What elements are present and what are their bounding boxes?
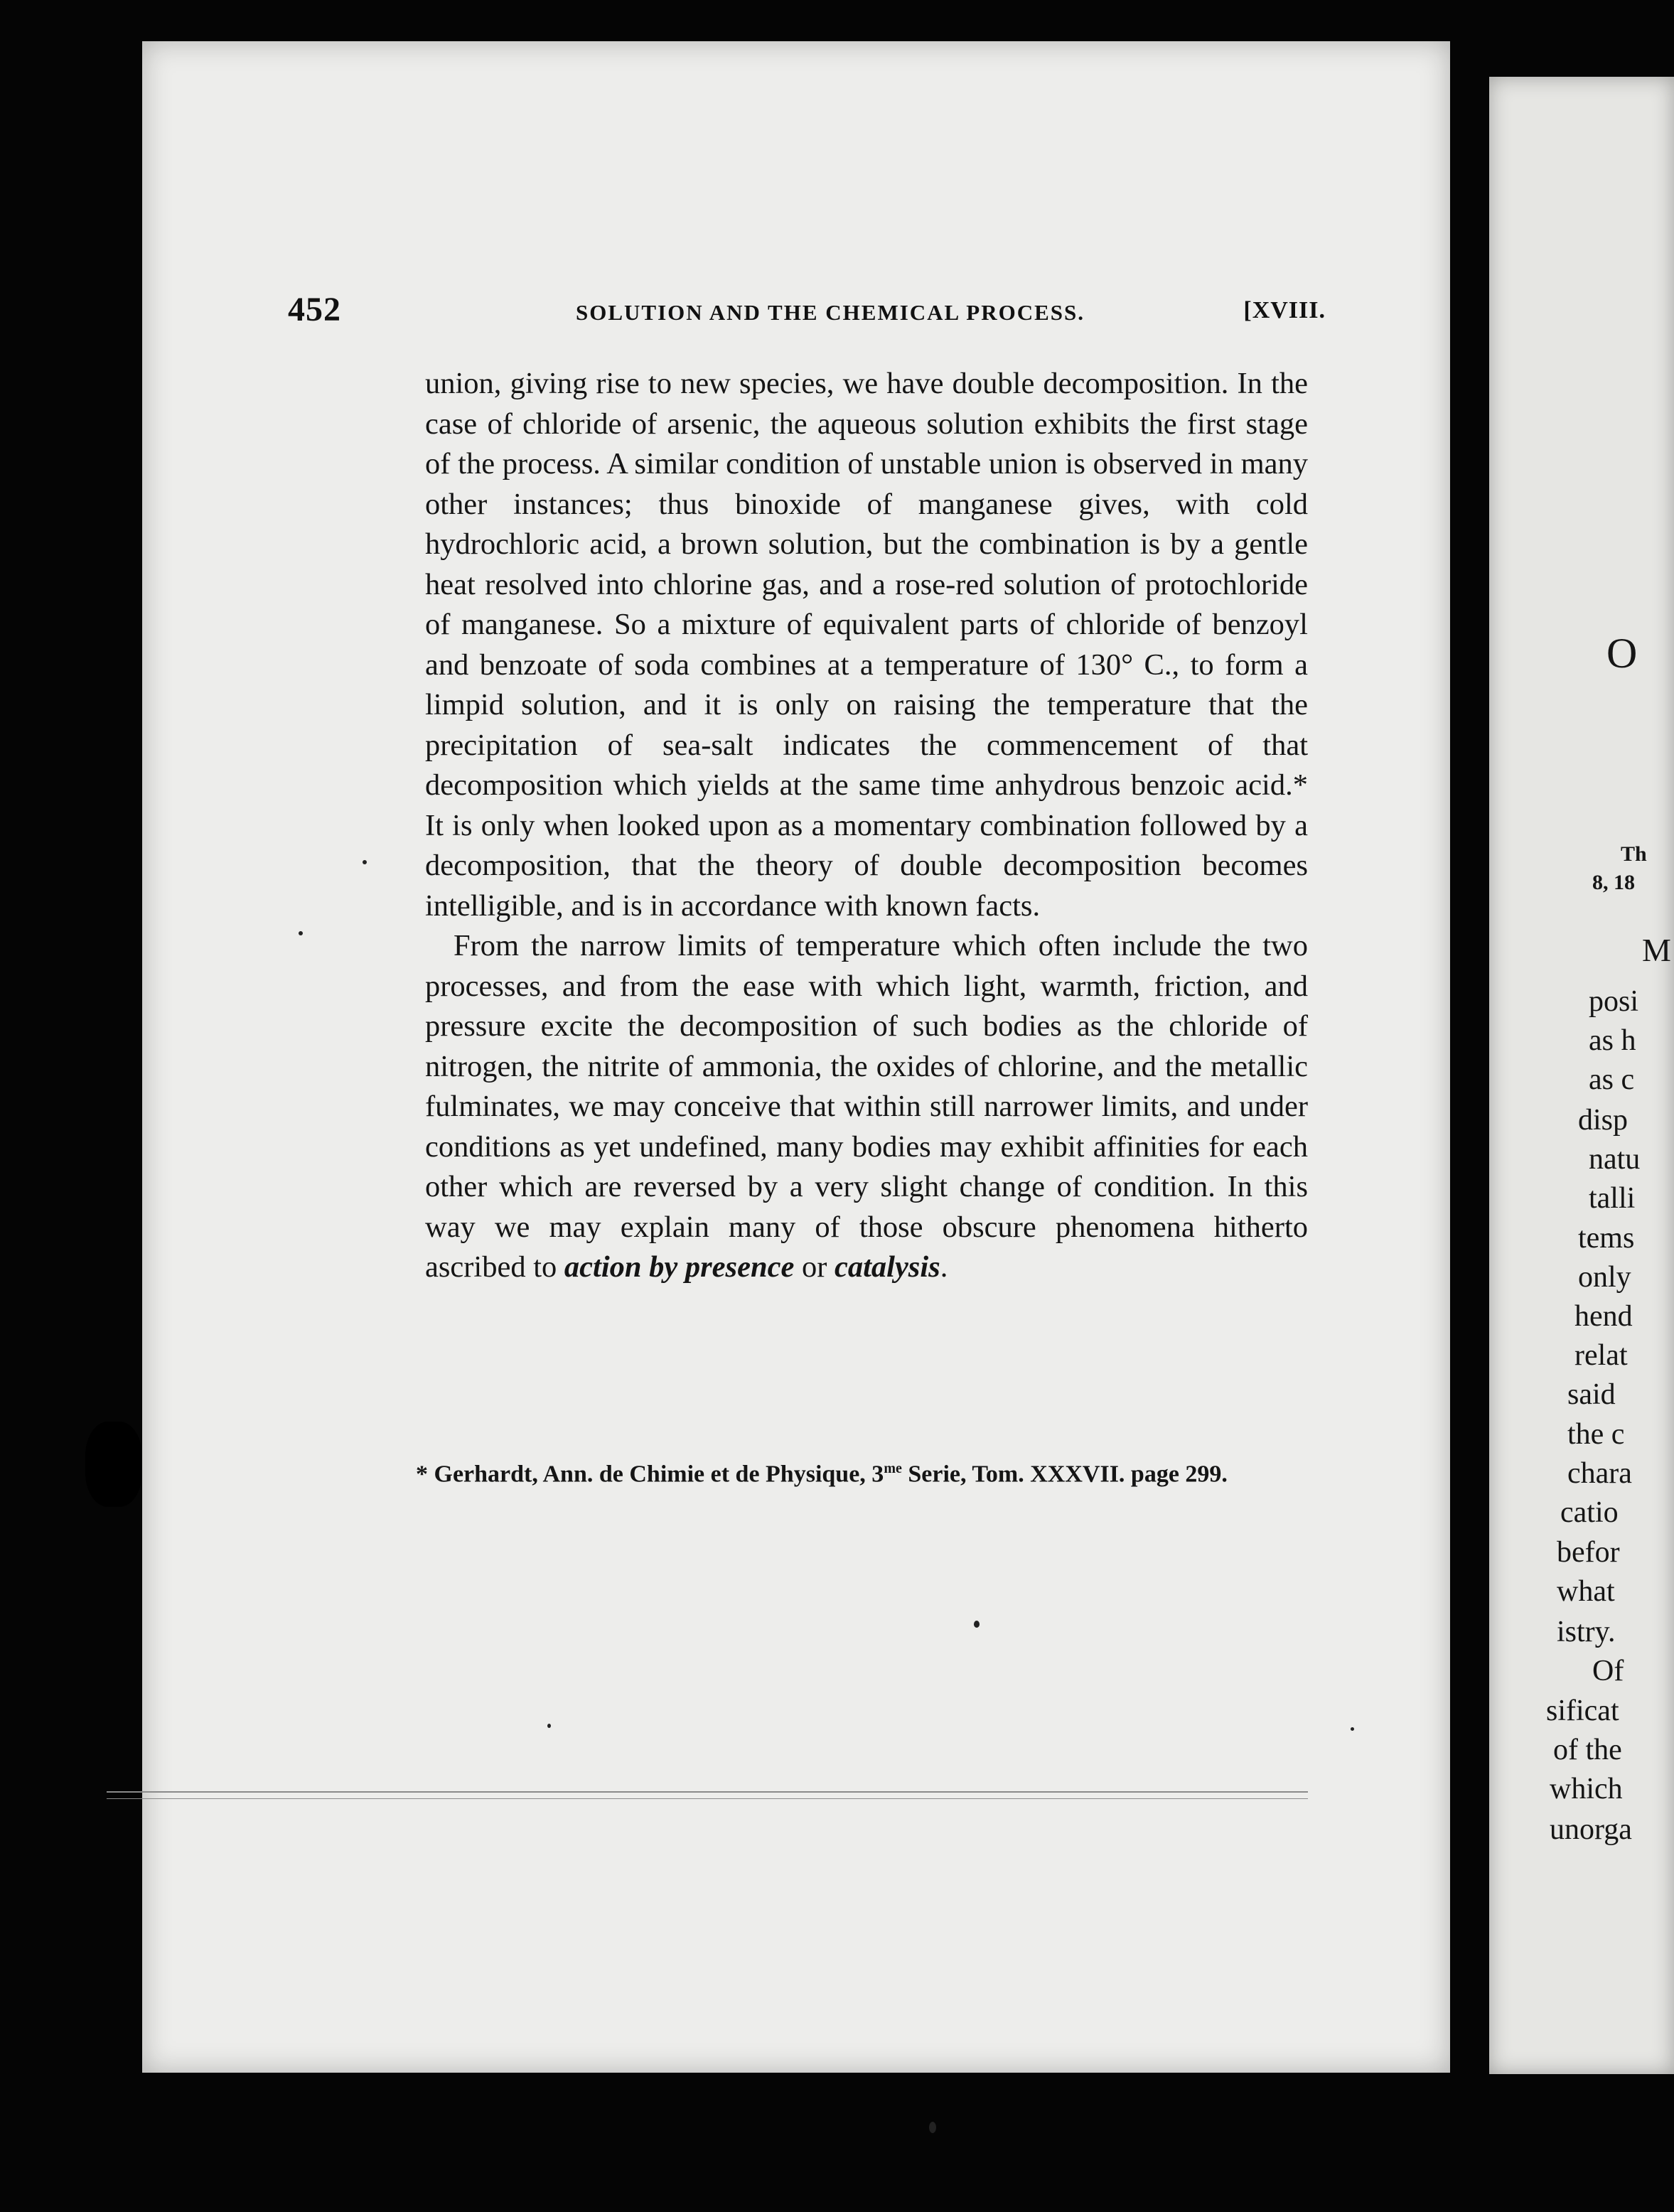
right-fragment: befor [1557,1536,1620,1569]
right-fragment: as h [1589,1024,1636,1057]
right-fragment: M [1642,932,1671,968]
paragraph-2 [425,926,1308,1288]
running-head [288,290,1326,333]
speck [929,2122,936,2133]
paragraph-2-text: From the narrow limits of temperature which often include the two processes, and from the ease with which light, warmth, friction, and pressure excite the decomposition of such bodies as the chloride of nitrogen, the nitrite of ammonia, the oxides of chlorine, and the metallic fulminates, we may conceive that within still narrower limits, and under conditions as yet undefined, many bodies may exhibit affinities for each other which are reversed by a very slight change of condition. In this way we may explain many of those obscure phenomena hitherto ascribed to [425,929,1308,1284]
right-fragment: chara [1567,1457,1632,1490]
right-fragment: talli [1589,1182,1636,1215]
page-bottom-rule-2 [107,1798,1308,1799]
right-fragment: posi [1589,985,1639,1018]
right-fragment: O [1606,630,1638,677]
page-bottom-rule [107,1791,1308,1793]
right-fragment: of the [1553,1734,1622,1766]
right-fragment: Th [1621,842,1647,866]
right-fragment: what [1557,1575,1615,1608]
footnote [416,1452,1304,1491]
body-text [425,364,1308,1288]
right-fragment: natu [1589,1143,1641,1176]
right-fragment: sificat [1546,1695,1619,1727]
chapter-marker: [XVIII. [1243,297,1326,323]
speck [1351,1727,1354,1731]
period: . [940,1250,948,1284]
speck [299,931,303,935]
footnote-superscript: me [884,1461,902,1476]
speck [85,1422,142,1507]
right-fragment: hend [1574,1300,1633,1333]
paragraph-1: union, giving rise to new species, we have double decomposition. In the case of chloride of arsenic, the aqueous solution exhibits the first stage of the process. A similar condition of unstable union is observed in many other instances; thus binoxide of manganese gives, with cold hydrochloric acid, a brown solution, but the combination is by a gentle heat resolved into chlorine gas, and a rose-red solution of protochloride of manganese. So a mixture of equivalent parts of chloride of benzoyl and benzoate of soda combines at a temperature of 130° C., to form a limpid solution, and it is only on raising the temperature that the precipitation of sea-salt indicates the commencement of that decomposition which yields at the same time anhydrous benzoic acid.* It is only when looked upon as a momentary combination followed by a decomposition, that the theory of double decomposition becomes intelligible, and is in accordance with known facts. [425,367,1308,923]
speck [363,860,367,864]
right-fragment: Of [1592,1655,1624,1687]
italic-term-action-by-presence: action by presence [564,1250,795,1284]
footnote-text-start: * Gerhardt, Ann. de Chimie et de Physique, 3 [416,1461,884,1488]
right-fragment: relat [1574,1339,1628,1372]
right-fragment: the c [1567,1418,1625,1451]
footnote-text-end: Serie, Tom. XXXVII. page 299. [901,1461,1228,1488]
page-number: 452 [288,291,341,328]
right-fragment: istry. [1557,1616,1616,1648]
right-fragment: as c [1589,1063,1635,1096]
running-title: SOLUTION AND THE CHEMICAL PROCESS. [576,300,1085,325]
speck [974,1621,980,1628]
right-fragment: 8, 18 [1592,871,1635,894]
right-fragment: tems [1578,1222,1635,1255]
right-fragment: only [1578,1261,1631,1294]
speck [547,1724,551,1728]
right-fragment: which [1550,1773,1623,1805]
right-fragment: unorga [1550,1813,1632,1846]
right-fragment: disp [1578,1104,1629,1137]
connector: or [794,1250,835,1284]
right-fragment: said [1567,1378,1616,1411]
italic-term-catalysis: catalysis [834,1250,940,1284]
right-fragment: catio [1560,1496,1619,1529]
